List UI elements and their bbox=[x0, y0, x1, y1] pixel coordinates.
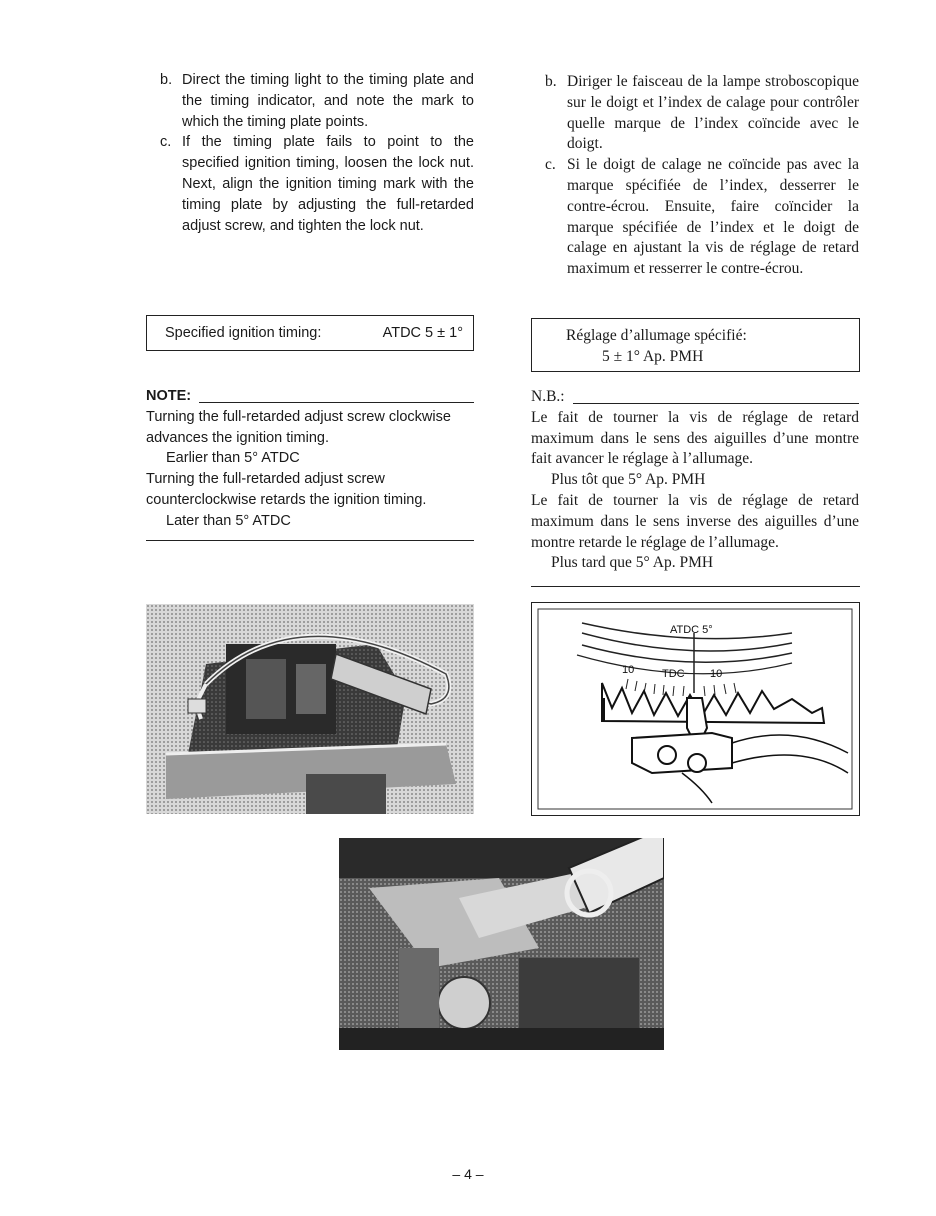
note-rule bbox=[573, 403, 859, 404]
french-step-c bbox=[531, 155, 859, 280]
page-number: – 4 – bbox=[452, 1166, 484, 1182]
english-step-b bbox=[146, 70, 474, 132]
note-heading-row bbox=[146, 386, 474, 407]
step-text: Diriger le faisceau de la lampe stroboscopique sur le doigt et l’index de calage pour contrôler quelle marque de l’index coïncide avec le doigt. bbox=[567, 73, 859, 153]
adjust-screw-photo bbox=[339, 838, 664, 1050]
note-line-1: Turning the full-retarded adjust screw clockwise advances the ignition timing. bbox=[146, 408, 451, 446]
atdc-label: ATDC 5° bbox=[670, 624, 713, 636]
note-heading: N.B.: bbox=[531, 388, 565, 405]
spec-value: ATDC 5 ± 1° bbox=[382, 324, 463, 341]
note-line-2-sub: Plus tard que 5° Ap. PMH bbox=[551, 554, 714, 572]
note-heading-row bbox=[531, 387, 859, 408]
note-line-2: Le fait de tourner la vis de réglage de retard maximum dans le sens inverse des aiguilles d’une montre retarde le réglage de l’allumage. bbox=[531, 491, 859, 551]
step-text: Si le doigt de calage ne coïncide pas avec la marque spécifiée de l’index, desserrer le contre-écrou. Ensuite, faire coïncider la marque spécifiée de l’index et le doigt de calage en ajustant la vis de réglage de retard maximum et resserrer le contre-écrou. bbox=[567, 156, 859, 278]
spec-label: Specified ignition timing: bbox=[165, 324, 322, 341]
french-note-end-rule bbox=[531, 586, 860, 587]
timing-plate-diagram bbox=[531, 602, 860, 816]
left-tick-label: 10 bbox=[622, 664, 635, 676]
tdc-label: TDC bbox=[662, 668, 685, 680]
french-note bbox=[531, 387, 859, 574]
step-text: If the timing plate fails to point to the specified ignition timing, loosen the lock nut. Next, align the ignition timing mark with the timing plate by adjusting the full-retarded adjust screw, and tighten the lock nut. bbox=[182, 134, 474, 234]
french-column bbox=[531, 72, 859, 280]
step-label: b. bbox=[160, 72, 173, 88]
step-label: b. bbox=[545, 73, 557, 90]
note-line-2: Turning the full-retarded adjust screw counterclockwise retards the ignition timing. bbox=[146, 471, 427, 508]
note-line-1: Le fait de tourner la vis de réglage de retard maximum dans le sens des aiguilles d’une montre fait avancer le réglage à l’allumage. bbox=[531, 408, 859, 468]
right-tick-label: 10 bbox=[710, 668, 723, 680]
step-text: Direct the timing light to the timing plate and the timing indicator, and note the mark to which the timing plate points. bbox=[182, 72, 474, 130]
english-note bbox=[146, 386, 474, 532]
note-line-2-sub: Later than 5° ATDC bbox=[166, 512, 291, 529]
step-label: c. bbox=[545, 156, 556, 174]
spec-value: 5 ± 1° Ap. PMH bbox=[602, 347, 704, 365]
english-step-c bbox=[146, 132, 474, 236]
english-column bbox=[146, 70, 474, 236]
note-heading: NOTE: bbox=[146, 388, 192, 404]
english-note-end-rule bbox=[146, 540, 474, 541]
timing-light-photo bbox=[146, 604, 474, 814]
note-rule bbox=[199, 402, 474, 403]
note-line-1-sub: Plus tôt que 5° Ap. PMH bbox=[551, 471, 706, 489]
step-label: c. bbox=[160, 134, 172, 151]
english-spec-box bbox=[146, 315, 474, 351]
note-line-1-sub: Earlier than 5° ATDC bbox=[166, 450, 300, 467]
french-spec-box bbox=[531, 318, 860, 372]
french-step-b bbox=[531, 72, 859, 155]
spec-label: Réglage d’allumage spécifié: bbox=[566, 327, 747, 344]
